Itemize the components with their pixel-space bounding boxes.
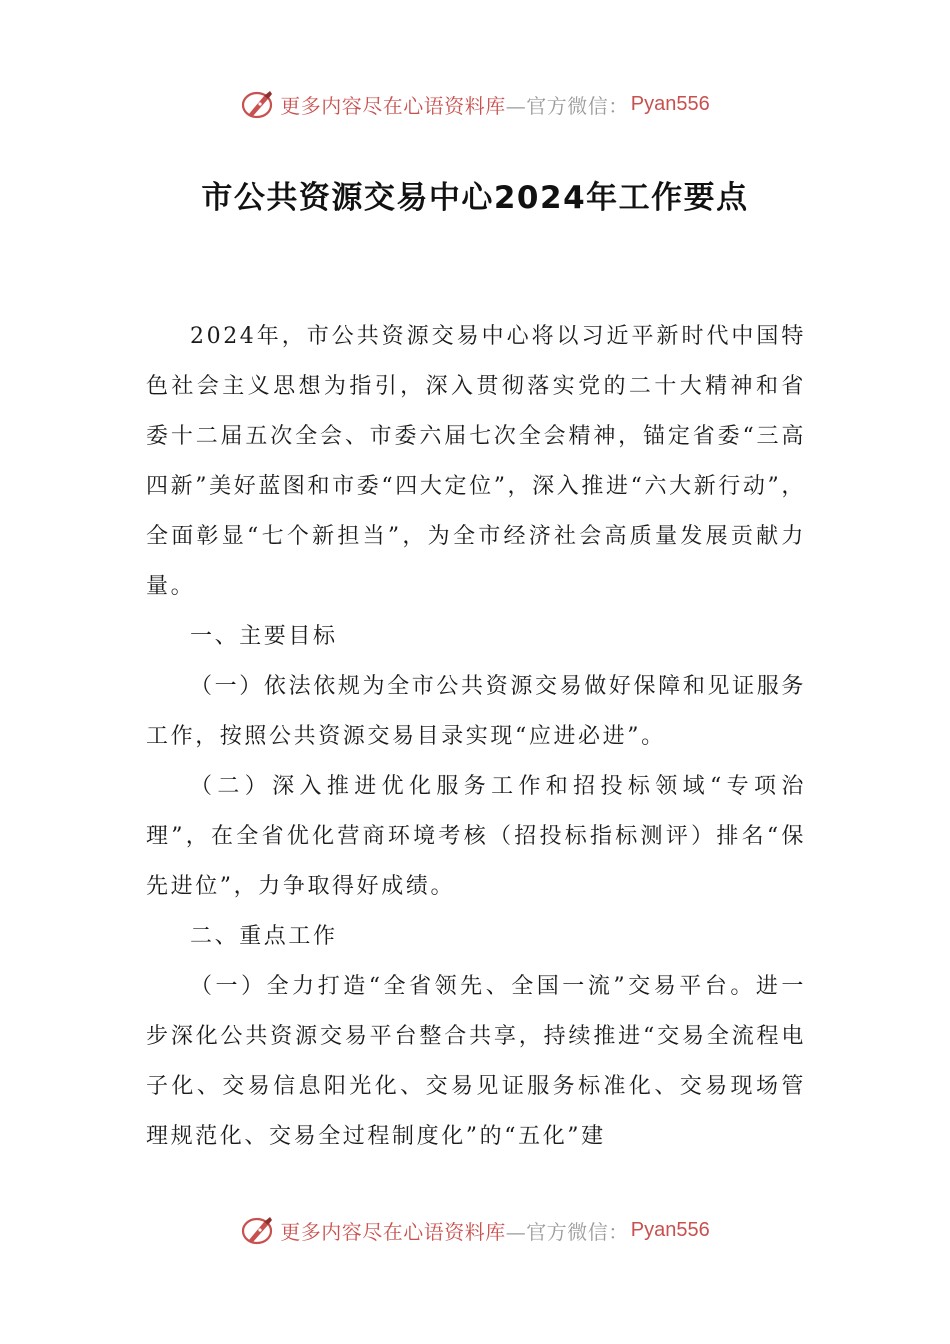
key-work-item-1: （一）全力打造“全省领先、全国一流”交易平台。进一步深化公共资源交易平台整合共享，持续推进“交易全流程电子化、交易信息阳光化、交易见证服务标准化、交易现场管理规范化、交易全过程制度化”的“五化”建 [146,974,806,1149]
document-title: 市公共资源交易中心2024年工作要点 [201,180,749,216]
intro-paragraph: 2024年，市公共资源交易中心将以习近平新时代中国特色社会主义思想为指引，深入贯彻落实党的二十大精神和省委十二届五次全会、市委六届七次全会精神，锚定省委“三高四新”美好蓝图和市委“四大定位”，深入推进“六大新行动”，全面彰显“七个新担当”，为全市经济社会高质量发展贡献力量。 [146,324,806,599]
banner-wechat-id: Pyan556 [630,1218,710,1241]
banner-main-text: 更多内容尽在心语资料库 [280,1219,506,1244]
pen-nib-logo-icon [240,87,276,121]
banner-wechat-label: —官方微信： [505,93,629,118]
section-heading-goals: 一、主要目标 [190,624,338,649]
section-heading-key-work: 二、重点工作 [190,924,338,949]
banner-wechat-label: —官方微信： [505,1219,629,1244]
goal-item-2: （二）深入推进优化服务工作和招投标领域“专项治理”，在全省优化营商环境考核（招投标指标测评）排名“保先进位”，力争取得好成绩。 [146,774,806,899]
watermark-banner-top [0,84,950,124]
banner-wechat-id: Pyan556 [630,92,710,115]
banner-main-text: 更多内容尽在心语资料库 [280,93,506,118]
document-body [146,312,806,1162]
goal-item-1: （一）依法依规为全市公共资源交易做好保障和见证服务工作，按照公共资源交易目录实现“应进必进”。 [146,674,806,749]
watermark-banner-bottom [0,1210,950,1250]
pen-nib-logo-icon [240,1213,276,1247]
